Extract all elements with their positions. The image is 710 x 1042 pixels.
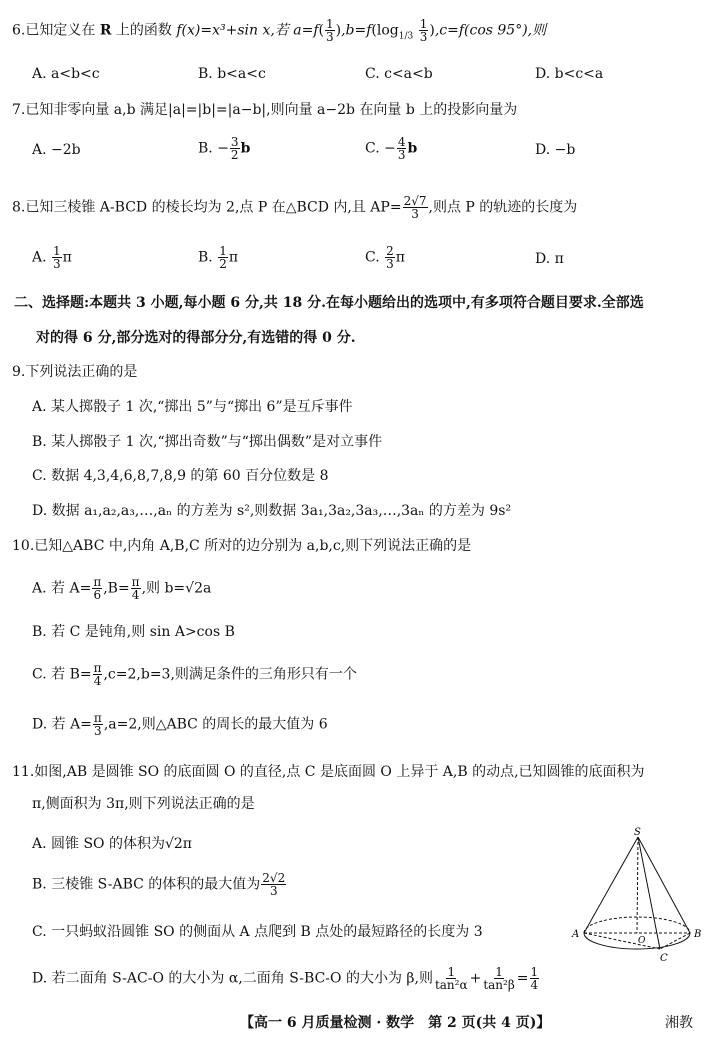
q11-line1: 11.如图,AB 是圆锥 SO 的底面圆 O 的直径,点 C 是底面圆 O 上异于 A,B 的动点,已知圆锥的底面积为 <box>12 764 645 780</box>
cone-label-s: S <box>634 827 641 838</box>
cone-label-c: C <box>660 953 668 964</box>
q8-option-a: A. $\frac{1}{3}$ π <box>32 244 72 271</box>
q6-frac: $\frac{1}{3}$ <box>325 17 334 44</box>
q7-option-a: A. −2b <box>32 142 81 158</box>
section2-line2: 对的得 6 分,部分选对的得部分分,有选错的得 0 分. <box>36 330 356 346</box>
q11-line2: π,侧面积为 3π,则下列说法正确的是 <box>32 796 255 812</box>
q6-option-c: C. c<a<b <box>365 66 433 82</box>
cone-edge-sb <box>638 837 690 933</box>
cone-label-b: B <box>694 929 702 940</box>
q10-option-b: B. 若 C 是钝角,则 sin A>cos B <box>32 624 235 640</box>
q6-option-b: B. b<a<c <box>198 66 266 82</box>
q8-stem: 8.已知三棱锥 A-BCD 的棱长均为 2,点 P 在△BCD 内,且 AP= $\frac{2√7}{3}$ ,则点 P 的轨迹的长度为 <box>12 194 578 221</box>
q9-option-a: A. 某人掷骰子 1 次,“掷出 5”与“掷出 6”是互斥事件 <box>32 399 353 415</box>
q9-stem: 9.下列说法正确的是 <box>12 364 138 380</box>
q10-option-a: A. 若 A= $\frac{\pi}{6}$ ,B= $\frac{\pi}{4}$ ,则 b=√2a <box>32 575 212 602</box>
q9-option-d: D. 数据 a₁,a₂,a₃,…,aₙ 的方差为 s²,则数据 3a₁,3a₂,3a₃,…,3aₙ 的方差为 9s² <box>32 503 512 519</box>
q7-option-c: C. − $\frac{4}{3}$ b <box>365 135 418 162</box>
q6-stem: 6.已知定义在 R 上的函数 f(x)=x³+sin x,若 a=f( $\frac{1}{3}$ )$,b=f(\log_{1/3}$ $\frac{1}{3}$ ),c=f(cos 95°),则 <box>12 17 547 44</box>
q10-stem: 10.已知△ABC 中,内角 A,B,C 所对的边分别为 a,b,c,则下列说法正确的是 <box>12 538 472 554</box>
q9-option-c: C. 数据 4,3,4,6,8,7,8,9 的第 60 百分位数是 8 <box>32 468 329 484</box>
q6-option-a: A. a<b<c <box>32 66 100 82</box>
cone-label-a: A <box>572 929 580 940</box>
q10-option-c: C. 若 B= $\frac{\pi}{4}$ ,c=2,b=3,则满足条件的三角形只有一个 <box>32 661 357 688</box>
q11-option-b: B. 三棱锥 S-ABC 的体积的最大值为 $\frac{2√2}{3}$ <box>32 871 286 898</box>
q8-option-c: C. $\frac{2}{3}$ π <box>365 244 405 271</box>
footer-tag: 湘教 <box>665 1015 693 1031</box>
q8-option-b: B. $\frac{1}{2}$ π <box>198 244 239 271</box>
q11-option-c: C. 一只蚂蚁沿圆锥 SO 的侧面从 A 点爬到 B 点处的最短路径的长度为 3 <box>32 924 483 940</box>
cone-label-o: O <box>638 936 646 946</box>
q7-stem: 7.已知非零向量 a,b 满足|a|=|b|=|a−b|,则向量 a−2b 在向量 b 上的投影向量为 <box>12 102 518 118</box>
q10-option-d: D. 若 A= $\frac{\pi}{3}$ ,a=2,则△ABC 的周长的最大值为 6 <box>32 711 328 738</box>
cone-axis-so <box>637 837 638 933</box>
cone-figure <box>560 825 710 965</box>
cone-edge-sc <box>638 837 660 949</box>
cone-chord-ac <box>584 933 660 949</box>
q7-option-d: D. −b <box>535 142 576 158</box>
q6-option-d: D. b<c<a <box>535 66 604 82</box>
q8-option-d: D. π <box>535 251 564 267</box>
page-footer: 【高一 6 月质量检测 · 数学 第 2 页(共 4 页)】 <box>240 1015 551 1031</box>
q11-option-d: D. 若二面角 S-AC-O 的大小为 α,二面角 S-BC-O 的大小为 β,则 $\frac{1}{\text{tan²α}}$ + $\frac{1}{\text{tan²β}}$ = $\frac{1}{4}$ <box>32 965 539 992</box>
q11-option-a: A. 圆锥 SO 的体积为√2π <box>32 836 193 852</box>
q9-option-b: B. 某人掷骰子 1 次,“掷出奇数”与“掷出偶数”是对立事件 <box>32 434 383 450</box>
q7-option-b: B. − $\frac{3}{2}$ b <box>198 135 251 162</box>
section2-line1: 二、选择题:本题共 3 小题,每小题 6 分,共 18 分.在每小题给出的选项中,有多项符合题目要求.全部选 <box>14 295 644 311</box>
